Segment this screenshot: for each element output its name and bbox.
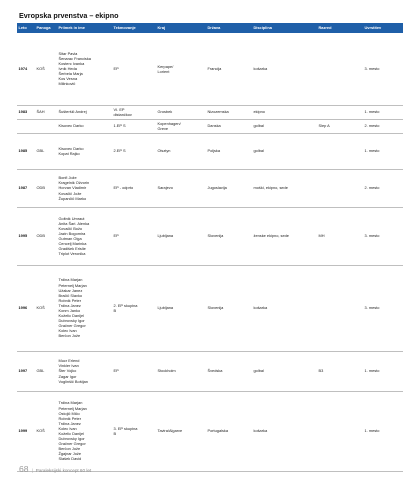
- cell-class: [317, 169, 363, 207]
- cell-discipline: ženske ekipno, sede: [252, 207, 317, 265]
- table-row: [17, 169, 403, 207]
- cell-discipline: golbal: [252, 119, 317, 133]
- cell-country: Slovenija: [206, 207, 252, 265]
- cell-place: Ljubljana: [156, 265, 206, 351]
- cell-sport: ODB: [35, 169, 57, 207]
- cell-place: Sarajevo: [156, 169, 206, 207]
- cell-country: Slovenija: [206, 265, 252, 351]
- cell-sport: KOŠ: [35, 391, 57, 471]
- cell-names: Goltnik Umraut Anita Šari. Alenka Kovačič Božo Jazin Bogomira Gutman Olga Cencelj Marinka Gradišek Erislie Triplot Veronika: [57, 207, 112, 265]
- cell-class: B3: [317, 351, 363, 391]
- cell-sport: ŠAH: [35, 105, 57, 119]
- page-title: Evropska prvenstva – ekipno: [19, 11, 119, 20]
- cell-country: Francija: [206, 33, 252, 105]
- cell-year: 1974: [17, 33, 35, 105]
- cell-sport: KOŠ: [35, 33, 57, 105]
- cell-names: Šušteršič Andrej: [57, 105, 112, 119]
- cell-year: [17, 119, 35, 133]
- cell-place: Tavira/Algarve: [156, 391, 206, 471]
- cell-place: Ljubljana: [156, 207, 206, 265]
- table-row: [17, 391, 403, 471]
- cell-place: Grosbek: [156, 105, 206, 119]
- table-row: [17, 265, 403, 351]
- table-row: [17, 105, 403, 119]
- results-table: [17, 23, 403, 472]
- cell-country: Nizozemska: [206, 105, 252, 119]
- col-header-competition: Tekmovanje: [112, 23, 156, 33]
- cell-sport: GBL: [35, 351, 57, 391]
- col-header-discipline: Disciplina: [252, 23, 317, 33]
- cell-discipline: ekipno: [252, 105, 317, 119]
- cell-country: Švedska: [206, 351, 252, 391]
- col-header-year: Leto: [17, 23, 35, 33]
- cell-rank: 1. mesto: [363, 133, 403, 169]
- page-number: 68: [19, 464, 29, 474]
- cell-competition: EP: [112, 207, 156, 265]
- cell-names: Trdina Marjan Peternelj Marjan Užakar Janez Bračič Slavko Robnik Peter Trdina Janez Konm Janko Koželic Danijel Dubrovsky Igor Gračner Gregor Kolec Ivan Berčon Jože: [57, 265, 112, 351]
- cell-class: [317, 33, 363, 105]
- table-row: [17, 351, 403, 391]
- col-header-names: Priimek in ime: [57, 23, 112, 33]
- cell-sport: GBL: [35, 133, 57, 169]
- cell-names: Kisovec Darko: [57, 119, 112, 133]
- cell-competition: EP: [112, 33, 156, 105]
- cell-discipline: golbal: [252, 133, 317, 169]
- table-row: [17, 207, 403, 265]
- cell-country: Poljska: [206, 133, 252, 169]
- col-header-sport: Panoga: [35, 23, 57, 33]
- cell-class: [317, 133, 363, 169]
- cell-year: 1983: [17, 105, 35, 119]
- col-header-place: Kraj: [156, 23, 206, 33]
- table-header-row: [17, 23, 403, 33]
- cell-sport: KOŠ: [35, 265, 57, 351]
- cell-competition: 2. EP skupina B: [112, 265, 156, 351]
- cell-discipline: košarka: [252, 265, 317, 351]
- cell-names: Trdina Marjan Peternelj Marjan Ostojič Mičo Robnik Peter Trdina Janez Kolec Ivan Koželic Danijel Dubrovsky Igor Gračner Gregor Berčon Jože Žgajnar Jože Slašek David: [57, 391, 112, 471]
- cell-year: 1996: [17, 265, 35, 351]
- cell-discipline: košarka: [252, 391, 317, 471]
- cell-discipline: košarka: [252, 33, 317, 105]
- cell-names: Mucr Erlend Vinkler Ivan Šter Vojko Zagar Igor Voglinšič Boštjan: [57, 351, 112, 391]
- cell-names: Bonfi Jože Kragelnik Ožvorin Horvan Vladimir Kovačič Jože Župančič Marko: [57, 169, 112, 207]
- cell-rank: 3. mesto: [363, 33, 403, 105]
- cell-names: Sitar Pavla Šenarac Franciska Kosterc Ivanka Ivnik Heda Šerbela Marja Kos Vesna Milinkovič: [57, 33, 112, 105]
- cell-competition: EP: [112, 351, 156, 391]
- cell-rank: 1. mesto: [363, 105, 403, 119]
- cell-country: Danska: [206, 119, 252, 133]
- cell-rank: 3. mesto: [363, 207, 403, 265]
- cell-year: 1987: [17, 169, 35, 207]
- cell-class: MH: [317, 207, 363, 265]
- cell-class: Slep A: [317, 119, 363, 133]
- cell-competition: 1.EP S: [112, 119, 156, 133]
- footer-separator: |: [31, 468, 33, 473]
- cell-competition: 2.EP S: [112, 133, 156, 169]
- cell-class: [317, 391, 363, 471]
- cell-rank: 3. mesto: [363, 265, 403, 351]
- cell-class: [317, 265, 363, 351]
- col-header-rank: Uvrstitev: [363, 23, 403, 33]
- cell-sport: ODB: [35, 207, 57, 265]
- cell-year: 1999: [17, 391, 35, 471]
- cell-competition: VI. EP distančkov: [112, 105, 156, 119]
- table-row: [17, 33, 403, 105]
- col-header-country: Država: [206, 23, 252, 33]
- table-row: [17, 119, 403, 133]
- cell-place: Olsztyn: [156, 133, 206, 169]
- cell-competition: EP - odprto: [112, 169, 156, 207]
- cell-names: Kisovec Darko Kopat Rajko: [57, 133, 112, 169]
- cell-discipline: golbal: [252, 351, 317, 391]
- page-footer: [19, 464, 91, 474]
- table-row: [17, 133, 403, 169]
- cell-sport: [35, 119, 57, 133]
- cell-place: Kopenhagen/ Greve: [156, 119, 206, 133]
- cell-discipline: moški, ekipno, sede: [252, 169, 317, 207]
- cell-rank: 2. mesto: [363, 119, 403, 133]
- cell-year: 1997: [17, 351, 35, 391]
- cell-class: [317, 105, 363, 119]
- cell-rank: 1. mesto: [363, 351, 403, 391]
- cell-rank: 1. mesto: [363, 391, 403, 471]
- cell-year: 1995: [17, 207, 35, 265]
- cell-place: Stockholm: [156, 351, 206, 391]
- cell-competition: 3. EP skupina B: [112, 391, 156, 471]
- cell-year: 1985: [17, 133, 35, 169]
- cell-country: Jugoslavija: [206, 169, 252, 207]
- footer-text: Paraleksijski koncept 60 let: [35, 468, 92, 473]
- col-header-class: Razred: [317, 23, 363, 33]
- cell-country: Portugalska: [206, 391, 252, 471]
- cell-place: Kerpape/ Lorient: [156, 33, 206, 105]
- cell-rank: 2. mesto: [363, 169, 403, 207]
